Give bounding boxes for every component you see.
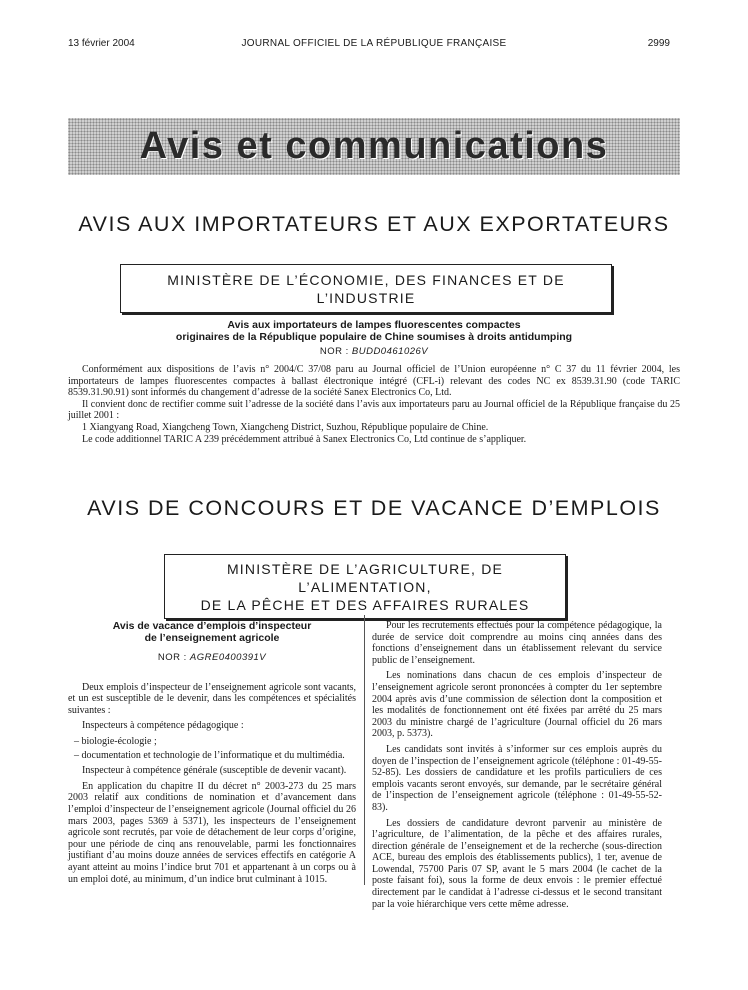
column-divider xyxy=(364,615,365,885)
nor-label: NOR : xyxy=(157,652,187,663)
nor-reference xyxy=(68,652,356,664)
paragraph: Conformément aux dispositions de l’avis n° 2004/C 37/08 paru au Journal officiel de l’Union européenne n° C 37 du 11 février 2004, les importateurs de lampes fluorescentes compactes à ballast électronique intégré (CFL-i) relevant des codes NC ex 8539.31.90 (code TARIC 8539.31.90.91) sont informés du changement d’adresse de la société Sanex Electronics Co, Ltd. xyxy=(68,364,680,399)
paragraph: Le code additionnel TARIC A 239 précédemment attribué à Sanex Electronics Co, Ltd continue de s’appliquer. xyxy=(82,433,527,445)
paragraph: En application du chapitre II du décret n° 2003-273 du 25 mars 2003 relatif aux conditions de nomination et d’avancement dans l’emploi d’inspecteur de l’enseignement agricole (Journal officiel du 26 mars 2003, pages 5369 à 5371), les inspecteurs de l’enseignement agricole sont recrutés, par voie de détachement de leur corps d’origine, pour une période de cinq ans renouvelable, parmi les fonctionnaires justifiant d’au moins douze années de services effectifs en catégorie A ayant atteint au moins l’indice brut 701 et appartenant à un corps ou à un emploi doté, au minimum, d’un indice brut culminant à 1015. xyxy=(68,780,356,885)
nor-label: NOR : xyxy=(319,346,349,357)
section-title-import-export: AVIS AUX IMPORTATEURS ET AUX EXPORTATEURS xyxy=(78,212,670,236)
journal-title: JOURNAL OFFICIEL DE LA RÉPUBLIQUE FRANÇAISE xyxy=(241,38,507,49)
paragraph: Pour les recrutements effectués pour la compétence pédagogique, la durée de service doit comprendre au moins cinq années dans des fonctions d’enseignement dans un établissement relevant du service public de l’enseignement. xyxy=(372,620,662,666)
nor-code: AGRE0400391V xyxy=(189,652,267,663)
page-number: 2999 xyxy=(647,38,670,49)
article-body-lamps xyxy=(68,364,680,445)
specialty-list xyxy=(68,736,356,761)
nor-code: BUDD0461026V xyxy=(351,346,429,357)
paragraph: Deux emplois d’inspecteur de l’enseignement agricole sont vacants, et un est susceptible de le devenir, dans les compétences et spécialités suivantes : xyxy=(68,681,356,716)
article-title-inspecteur xyxy=(68,620,356,644)
ministry-name-line-2: DE LA PÊCHE ET DES AFFAIRES RURALES xyxy=(200,597,530,613)
section-banner xyxy=(68,118,680,175)
left-column xyxy=(68,620,356,889)
header-date: 13 février 2004 xyxy=(68,38,135,49)
paragraph: Il convient donc de rectifier comme suit l’adresse de la société dans l’avis aux importateurs paru au Journal officiel de la République française du 25 juillet 2001 : xyxy=(68,398,680,422)
ministry-box-agriculture xyxy=(164,554,566,619)
article-title-line-2: originaires de la République populaire de Chine soumises à droits antidumping xyxy=(175,331,573,343)
right-column xyxy=(372,620,662,914)
nor-reference xyxy=(0,346,748,358)
article-title-line-1: Avis aux importateurs de lampes fluorescentes compactes xyxy=(227,319,521,331)
ministry-box-economy xyxy=(120,264,612,313)
ministry-name: MINISTÈRE DE L’ÉCONOMIE, DES FINANCES ET DE L’INDUSTRIE xyxy=(167,272,565,306)
article-title-line-2: de l’enseignement agricole xyxy=(144,632,280,644)
list-item: – documentation et technologie de l’informatique et du multimédia. xyxy=(74,749,345,761)
paragraph: Inspecteurs à compétence pédagogique : xyxy=(82,720,244,732)
list-item: – biologie-écologie ; xyxy=(74,735,157,747)
ministry-name-line-1: MINISTÈRE DE L’AGRICULTURE, DE L’ALIMENTATION, xyxy=(226,561,504,595)
paragraph: 1 Xiangyang Road, Xiangcheng Town, Xiangcheng District, Suzhou, République populaire de Chine. xyxy=(82,421,489,433)
paragraph: Les dossiers de candidature devront parvenir au ministère de l’agriculture, de l’alimentation, de la pêche et des affaires rurales, direction générale de l’enseignement et de la recherche (sous-direction ACE, bureau des emplois des établissements publics), 1 ter, avenue de Lowendal, 75700 Paris 07 SP, avant le 5 mars 2004 (le cachet de la poste faisant foi), sous la forme de deux envois : le premier effectué directement par le candidat à l’adresse ci-dessus et le second transitant par la voie hiérarchique vers cette même adresse. xyxy=(372,817,662,910)
paragraph: Les candidats sont invités à s’informer sur ces emplois auprès du doyen de l’inspection de l’enseignement agricole (téléphone : 01-49-55-52-85). Les dossiers de candidature et les profils particuliers de ces emplois vacants seront envoyés, sur demande, par le secrétaire général de l’inspection de l’enseignement agricole (téléphone : 01-49-55-52-83). xyxy=(372,743,662,813)
paragraph: Les nominations dans chacun de ces emplois d’inspecteur de l’enseignement agricole seront prononcées à compter du 1er septembre 2004 après avis d’une commission de sélection dont la composition et les modalités de fonctionnement ont été fixées par arrêté du 25 mars 2003 du ministre chargé de l’agriculture (Journal officiel du 26 mars 2003, p. 5373). xyxy=(372,670,662,740)
article-title-line-1: Avis de vacance d’emplois d’inspecteur xyxy=(112,620,312,632)
section-title-concours: AVIS DE CONCOURS ET DE VACANCE D’EMPLOIS xyxy=(87,496,661,520)
article-title-lamps xyxy=(0,319,748,358)
paragraph: Inspecteur à compétence générale (susceptible de devenir vacant). xyxy=(82,765,347,777)
banner-title: Avis et communications xyxy=(139,125,609,167)
